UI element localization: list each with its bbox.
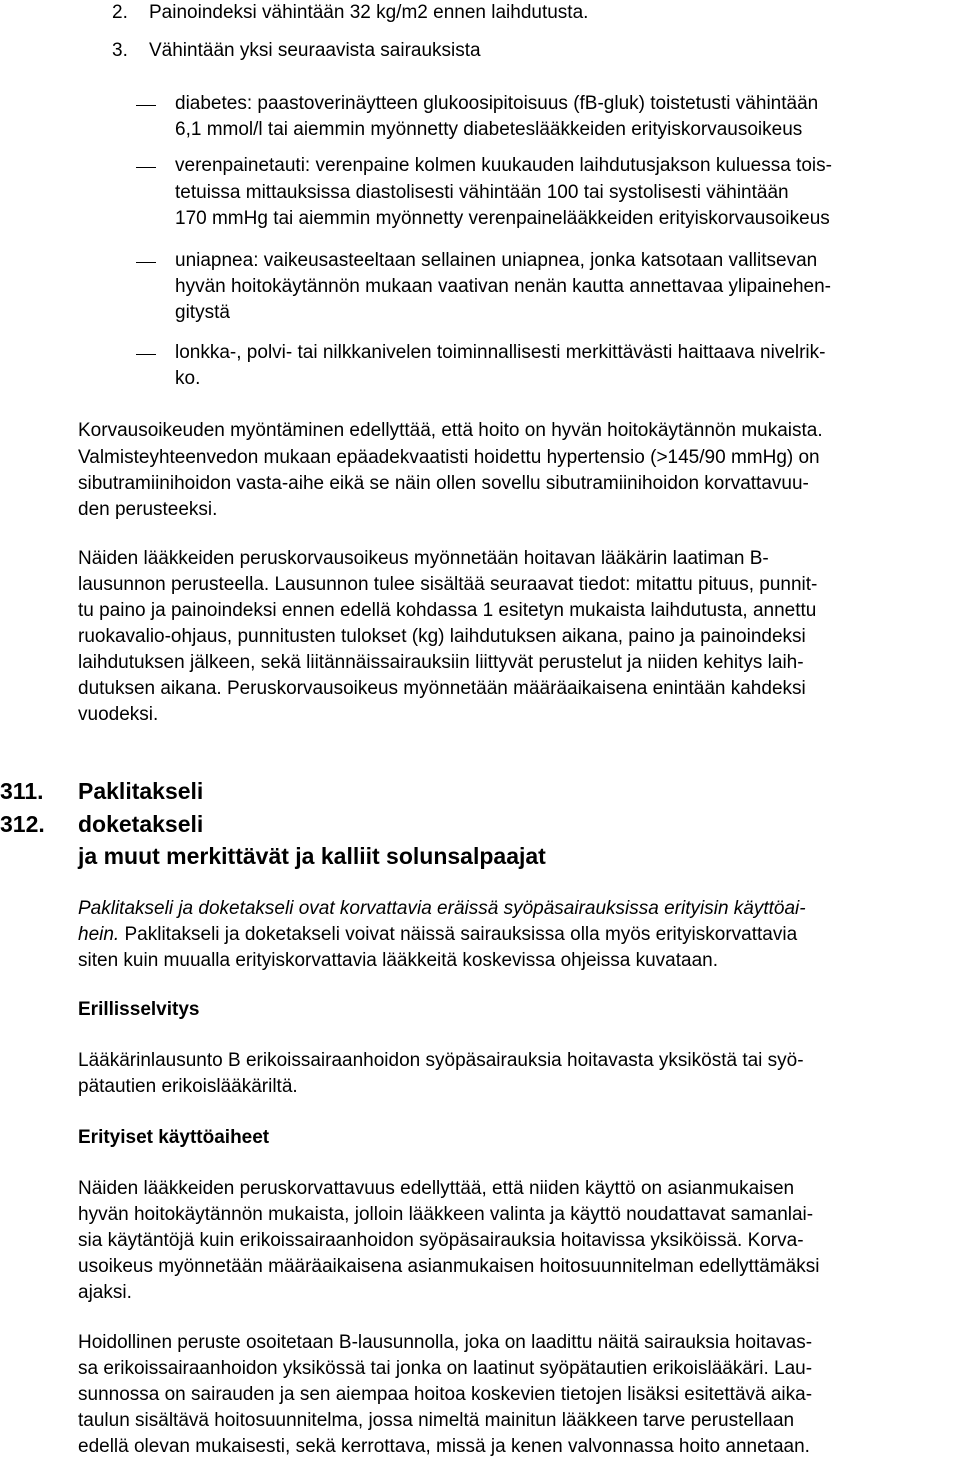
section-subtitle: ja muut merkittävät ja kalliit solunsalpaajat [78, 843, 546, 869]
paragraph-line: sunnossa on sairauden ja sen aiempaa hoitoa koskevien tietojen lisäksi esitettävä aika- [78, 1384, 813, 1405]
bullet-line: 170 mmHg tai aiemmin myönnetty verenpainelääkkeiden erityiskorvausoikeus [175, 208, 830, 229]
item-3-number: 3. [112, 40, 128, 61]
paragraph-line: ajaksi. [78, 1282, 132, 1303]
dash-marker [136, 167, 156, 168]
dash-marker [136, 262, 156, 263]
section-number: 312. [0, 811, 45, 837]
dash-marker [136, 354, 156, 355]
bullet-line: verenpainetauti: verenpaine kolmen kuukauden laihdutusjakson kuluessa tois- [175, 155, 832, 176]
erityiset-heading: Erityiset käyttöaiheet [78, 1127, 270, 1148]
paragraph-line: sa erikoissairaanhoidon yksikössä tai jonka on laatinut syöpätautien erikoislääkäri. Lau- [78, 1358, 813, 1379]
paragraph-line: Korvausoikeuden myöntäminen edellyttää, että hoito on hyvän hoitokäytännön mukaista. [78, 420, 823, 441]
item-3-text: Vähintään yksi seuraavista sairauksista [149, 40, 481, 61]
bullet-line: 6,1 mmol/l tai aiemmin myönnetty diabeteslääkkeiden erityiskorvausoikeus [175, 119, 803, 140]
bullet-line: uniapnea: vaikeusasteeltaan sellainen uniapnea, jonka katsotaan vallitsevan [175, 250, 818, 271]
paragraph-line: Näiden lääkkeiden peruskorvattavuus edellyttää, että niiden käyttö on asianmukaisen [78, 1178, 795, 1199]
paragraph-line: laihdutuksen jälkeen, sekä liitännäissairauksiin liittyvät perustelut ja niiden kehitys laih- [78, 652, 804, 673]
paragraph-line: hyvän hoitokäytännön mukaista, jolloin lääkkeen valinta ja käyttö noudattavat samanlai- [78, 1204, 814, 1225]
paragraph-line: sia käytäntöjä kuin erikoissairaanhoidon syöpäsairauksia hoitavissa yksiköissä. Korva- [78, 1230, 804, 1251]
paragraph-line: sibutramiinihoidon vasta-aihe eikä se näin ollen sovellu sibutramiinihoidon korvattavuu- [78, 473, 809, 494]
paragraph-line: taulun sisältävä hoitosuunnitelma, jossa nimeltä mainitun lääkkeen tarve perustellaan [78, 1410, 795, 1431]
paragraph-line: pätautien erikoislääkäriltä. [78, 1076, 298, 1097]
paragraph-line: Lääkärinlausunto B erikoissairaanhoidon syöpäsairauksia hoitavasta yksiköstä tai syö- [78, 1050, 804, 1071]
paragraph-line: edellä olevan mukaisesti, sekä kerrottava, missä ja kenen valvonnassa hoito annetaan. [78, 1436, 810, 1457]
paragraph-line: Näiden lääkkeiden peruskorvausoikeus myönnetään hoitavan lääkärin laatiman B- [78, 548, 769, 569]
paragraph-line: tu paino ja painoindeksi ennen edellä kohdassa 1 esitetyn mukaista laihdutusta, annettu [78, 600, 817, 621]
paragraph-line: ruokavalio-ohjaus, punnitusten tulokset (kg) laihdutuksen aikana, paino ja painoindeksi [78, 626, 806, 647]
item-2-number: 2. [112, 2, 128, 23]
intro-line [78, 922, 797, 948]
dash-marker [136, 105, 156, 106]
paragraph-line: Hoidollinen peruste osoitetaan B-lausunnolla, joka on laadittu näitä sairauksia hoitavas- [78, 1332, 813, 1353]
intro-fragment: Paklitakseli ja doketakseli voivat näissä sairauksissa olla myös erityiskorvattavia [119, 924, 798, 945]
item-2-text: Painoindeksi vähintään 32 kg/m2 ennen laihdutusta. [149, 2, 589, 23]
paragraph-line: vuodeksi. [78, 704, 159, 725]
paragraph-line: usoikeus myönnetään määräaikaisena asianmukaisen hoitosuunnitelman edellyttämäksi [78, 1256, 820, 1277]
paragraph-line: Valmisteyhteenvedon mukaan epäadekvaatisti hoidettu hypertensio (>145/90 mmHg) on [78, 447, 820, 468]
section-title: Paklitakseli [78, 778, 204, 804]
intro-line: siten kuin muualla erityiskorvattavia lääkkeitä koskevissa ohjeissa kuvataan. [78, 950, 718, 971]
intro-italic-fragment: hein. [78, 924, 120, 945]
bullet-line: hyvän hoitokäytännön mukaan vaativan nenän kautta annettavaa ylipainehen- [175, 276, 831, 297]
bullet-line: ko. [175, 368, 201, 389]
paragraph-line: den perusteeksi. [78, 499, 218, 520]
bullet-line: tetuissa mittauksissa diastolisesti vähintään 100 tai systolisesti vähintään [175, 182, 789, 203]
paragraph-line: dutuksen aikana. Peruskorvausoikeus myönnetään määräaikaisena enintään kahdeksi [78, 678, 806, 699]
erillisselvitys-heading: Erillisselvitys [78, 999, 200, 1020]
section-number: 311. [0, 778, 44, 804]
bullet-line: lonkka-, polvi- tai nilkkanivelen toiminnallisesti merkittävästi haittaava nivelrik- [175, 342, 826, 363]
section-title: doketakseli [78, 811, 204, 837]
bullet-line: gitystä [175, 302, 230, 323]
paragraph-line: lausunnon perusteella. Lausunnon tulee sisältää seuraavat tiedot: mitattu pituus, punnit- [78, 574, 818, 595]
intro-italic-line: Paklitakseli ja doketakseli ovat korvattavia eräissä syöpäsairauksissa erityisin käyttöai- [78, 898, 806, 919]
bullet-line: diabetes: paastoverinäytteen glukoosipitoisuus (fB-gluk) toistetusti vähintään [175, 93, 819, 114]
